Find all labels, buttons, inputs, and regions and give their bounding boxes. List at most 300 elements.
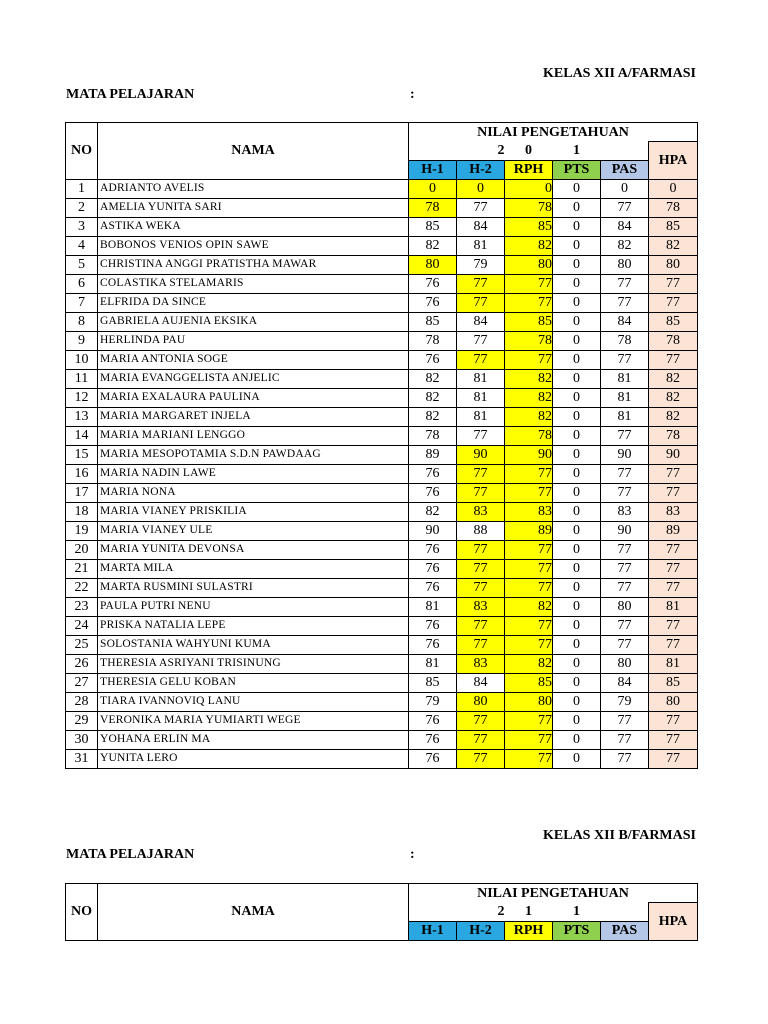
cell-nama: SOLOSTANIA WAHYUNI KUMA bbox=[98, 635, 409, 654]
cell-h1: 76 bbox=[409, 483, 457, 502]
cell-h2: 81 bbox=[457, 236, 505, 255]
class-title: KELAS XII A/FARMASI bbox=[543, 66, 696, 81]
cell-h1: 81 bbox=[409, 597, 457, 616]
header-h1: H-1 bbox=[409, 921, 457, 940]
cell-no: 8 bbox=[66, 312, 98, 331]
cell-pts: 0 bbox=[553, 407, 601, 426]
cell-h2: 83 bbox=[457, 502, 505, 521]
cell-hpa: 85 bbox=[649, 673, 698, 692]
cell-pts: 0 bbox=[553, 388, 601, 407]
cell-no: 24 bbox=[66, 616, 98, 635]
cell-h2: 84 bbox=[457, 673, 505, 692]
cell-h1: 78 bbox=[409, 198, 457, 217]
cell-h2: 79 bbox=[457, 255, 505, 274]
header-hpa: HPA bbox=[649, 142, 698, 180]
cell-no: 25 bbox=[66, 635, 98, 654]
cell-h2: 84 bbox=[457, 217, 505, 236]
table-row bbox=[66, 597, 698, 616]
cell-rph: 82 bbox=[505, 597, 553, 616]
cell-nama: BOBONOS VENIOS OPIN SAWE bbox=[98, 236, 409, 255]
cell-pts: 0 bbox=[553, 502, 601, 521]
cell-rph: 85 bbox=[505, 217, 553, 236]
cell-pts: 0 bbox=[553, 179, 601, 198]
table-row bbox=[66, 407, 698, 426]
header-rph: RPH bbox=[505, 921, 553, 940]
cell-h1: 76 bbox=[409, 464, 457, 483]
cell-h2: 77 bbox=[457, 711, 505, 730]
cell-h1: 82 bbox=[409, 502, 457, 521]
header-pas: PAS bbox=[601, 160, 649, 179]
cell-pas: 80 bbox=[601, 597, 649, 616]
cell-pas: 77 bbox=[601, 426, 649, 445]
cell-pas: 90 bbox=[601, 445, 649, 464]
cell-no: 9 bbox=[66, 331, 98, 350]
cell-nama: AMELIA YUNITA SARI bbox=[98, 198, 409, 217]
cell-pts: 0 bbox=[553, 597, 601, 616]
cell-hpa: 77 bbox=[649, 274, 698, 293]
cell-nama: MARIA EXALAURA PAULINA bbox=[98, 388, 409, 407]
cell-hpa: 81 bbox=[649, 597, 698, 616]
cell-rph: 78 bbox=[505, 331, 553, 350]
cell-rph: 77 bbox=[505, 350, 553, 369]
table-row bbox=[66, 369, 698, 388]
cell-h2: 81 bbox=[457, 369, 505, 388]
cell-nama: MARIA MESOPOTAMIA S.D.N PAWDAAG bbox=[98, 445, 409, 464]
table-row bbox=[66, 388, 698, 407]
cell-rph: 82 bbox=[505, 388, 553, 407]
cell-hpa: 77 bbox=[649, 559, 698, 578]
cell-pas: 81 bbox=[601, 388, 649, 407]
cell-h1: 82 bbox=[409, 236, 457, 255]
cell-h2: 83 bbox=[457, 597, 505, 616]
class-title: KELAS XII B/FARMASI bbox=[543, 828, 696, 843]
cell-hpa: 82 bbox=[649, 388, 698, 407]
cell-no: 12 bbox=[66, 388, 98, 407]
grades-table bbox=[65, 883, 698, 941]
cell-pas: 77 bbox=[601, 274, 649, 293]
cell-rph: 77 bbox=[505, 483, 553, 502]
header-pts: PTS bbox=[553, 160, 601, 179]
cell-h1: 76 bbox=[409, 730, 457, 749]
header-rph: RPH bbox=[505, 160, 553, 179]
cell-rph: 89 bbox=[505, 521, 553, 540]
cell-rph: 77 bbox=[505, 293, 553, 312]
cell-h1: 76 bbox=[409, 711, 457, 730]
table-row bbox=[66, 198, 698, 217]
cell-no: 20 bbox=[66, 540, 98, 559]
cell-nama: TIARA IVANNOVIQ LANU bbox=[98, 692, 409, 711]
cell-pas: 77 bbox=[601, 350, 649, 369]
cell-nama: PAULA PUTRI NENU bbox=[98, 597, 409, 616]
cell-h2: 0 bbox=[457, 179, 505, 198]
subject-label: MATA PELAJARAN bbox=[66, 87, 195, 102]
header-nilai-pengetahuan: NILAI PENGETAHUAN bbox=[409, 884, 698, 903]
cell-rph: 82 bbox=[505, 236, 553, 255]
cell-hpa: 77 bbox=[649, 749, 698, 768]
cell-pts: 0 bbox=[553, 331, 601, 350]
header-spacer bbox=[601, 903, 649, 922]
cell-h1: 85 bbox=[409, 673, 457, 692]
cell-hpa: 83 bbox=[649, 502, 698, 521]
cell-pas: 81 bbox=[601, 407, 649, 426]
cell-pas: 77 bbox=[601, 293, 649, 312]
cell-nama: ADRIANTO AVELIS bbox=[98, 179, 409, 198]
cell-pts: 0 bbox=[553, 654, 601, 673]
table-row bbox=[66, 692, 698, 711]
table-row bbox=[66, 426, 698, 445]
cell-h2: 77 bbox=[457, 578, 505, 597]
cell-h1: 80 bbox=[409, 255, 457, 274]
cell-hpa: 90 bbox=[649, 445, 698, 464]
table-row bbox=[66, 654, 698, 673]
header-year-digit: 2 bbox=[497, 143, 505, 158]
cell-h1: 81 bbox=[409, 654, 457, 673]
table-row bbox=[66, 559, 698, 578]
cell-nama: GABRIELA AUJENIA EKSIKA bbox=[98, 312, 409, 331]
cell-no: 22 bbox=[66, 578, 98, 597]
cell-hpa: 77 bbox=[649, 635, 698, 654]
header-year-digit: 2 bbox=[497, 904, 505, 919]
cell-h2: 77 bbox=[457, 483, 505, 502]
cell-rph: 83 bbox=[505, 502, 553, 521]
cell-pas: 90 bbox=[601, 521, 649, 540]
cell-hpa: 85 bbox=[649, 217, 698, 236]
cell-pas: 77 bbox=[601, 730, 649, 749]
cell-pas: 84 bbox=[601, 312, 649, 331]
cell-rph: 82 bbox=[505, 407, 553, 426]
cell-nama: ASTIKA WEKA bbox=[98, 217, 409, 236]
header-year-digit: 1 bbox=[573, 904, 580, 919]
header-h1: H-1 bbox=[409, 160, 457, 179]
cell-h1: 89 bbox=[409, 445, 457, 464]
cell-hpa: 80 bbox=[649, 692, 698, 711]
header-year-digit: 0 bbox=[525, 143, 532, 158]
cell-pts: 0 bbox=[553, 236, 601, 255]
cell-pts: 0 bbox=[553, 540, 601, 559]
cell-hpa: 82 bbox=[649, 236, 698, 255]
cell-hpa: 77 bbox=[649, 616, 698, 635]
cell-h1: 78 bbox=[409, 426, 457, 445]
cell-nama: MARIA VIANEY PRISKILIA bbox=[98, 502, 409, 521]
cell-h1: 76 bbox=[409, 635, 457, 654]
cell-hpa: 89 bbox=[649, 521, 698, 540]
cell-no: 13 bbox=[66, 407, 98, 426]
subject-colon: : bbox=[410, 847, 415, 862]
cell-h1: 79 bbox=[409, 692, 457, 711]
table-row bbox=[66, 255, 698, 274]
cell-rph: 77 bbox=[505, 730, 553, 749]
table-row bbox=[66, 502, 698, 521]
cell-pas: 77 bbox=[601, 559, 649, 578]
cell-nama: MARIA ANTONIA SOGE bbox=[98, 350, 409, 369]
cell-pts: 0 bbox=[553, 483, 601, 502]
cell-nama: MARIA NONA bbox=[98, 483, 409, 502]
cell-pts: 0 bbox=[553, 350, 601, 369]
cell-nama: ELFRIDA DA SINCE bbox=[98, 293, 409, 312]
table-row bbox=[66, 749, 698, 768]
cell-no: 3 bbox=[66, 217, 98, 236]
table-row bbox=[66, 521, 698, 540]
header-year-digit: 1 bbox=[525, 904, 532, 919]
table-row bbox=[66, 274, 698, 293]
cell-rph: 90 bbox=[505, 445, 553, 464]
cell-rph: 80 bbox=[505, 255, 553, 274]
cell-rph: 82 bbox=[505, 654, 553, 673]
cell-pts: 0 bbox=[553, 312, 601, 331]
cell-pas: 77 bbox=[601, 711, 649, 730]
cell-no: 15 bbox=[66, 445, 98, 464]
cell-nama: VERONIKA MARIA YUMIARTI WEGE bbox=[98, 711, 409, 730]
cell-rph: 77 bbox=[505, 711, 553, 730]
cell-pts: 0 bbox=[553, 445, 601, 464]
cell-no: 10 bbox=[66, 350, 98, 369]
cell-pas: 77 bbox=[601, 464, 649, 483]
cell-rph: 80 bbox=[505, 692, 553, 711]
header-year-digit: 1 bbox=[573, 143, 580, 158]
cell-nama: MARIA MARGARET INJELA bbox=[98, 407, 409, 426]
cell-h2: 77 bbox=[457, 350, 505, 369]
cell-h2: 83 bbox=[457, 654, 505, 673]
cell-h2: 81 bbox=[457, 388, 505, 407]
cell-nama: CHRISTINA ANGGI PRATISTHA MAWAR bbox=[98, 255, 409, 274]
table-row bbox=[66, 616, 698, 635]
cell-h1: 76 bbox=[409, 540, 457, 559]
cell-pas: 77 bbox=[601, 749, 649, 768]
table-row bbox=[66, 483, 698, 502]
cell-pas: 77 bbox=[601, 635, 649, 654]
cell-hpa: 77 bbox=[649, 578, 698, 597]
cell-no: 29 bbox=[66, 711, 98, 730]
table-row bbox=[66, 730, 698, 749]
cell-h1: 0 bbox=[409, 179, 457, 198]
cell-hpa: 77 bbox=[649, 540, 698, 559]
cell-pas: 79 bbox=[601, 692, 649, 711]
header-nilai-pengetahuan: NILAI PENGETAHUAN bbox=[409, 123, 698, 142]
cell-hpa: 82 bbox=[649, 369, 698, 388]
cell-no: 16 bbox=[66, 464, 98, 483]
cell-no: 19 bbox=[66, 521, 98, 540]
cell-h2: 88 bbox=[457, 521, 505, 540]
cell-h1: 82 bbox=[409, 369, 457, 388]
cell-h2: 77 bbox=[457, 616, 505, 635]
cell-rph: 82 bbox=[505, 369, 553, 388]
header-pas: PAS bbox=[601, 921, 649, 940]
cell-nama: MARIA YUNITA DEVONSA bbox=[98, 540, 409, 559]
cell-hpa: 77 bbox=[649, 483, 698, 502]
cell-pas: 80 bbox=[601, 255, 649, 274]
cell-h2: 77 bbox=[457, 293, 505, 312]
cell-no: 18 bbox=[66, 502, 98, 521]
cell-h1: 76 bbox=[409, 749, 457, 768]
cell-no: 14 bbox=[66, 426, 98, 445]
header-h2: H-2 bbox=[457, 921, 505, 940]
cell-nama: MARTA MILA bbox=[98, 559, 409, 578]
cell-nama: MARIA NADIN LAWE bbox=[98, 464, 409, 483]
cell-hpa: 82 bbox=[649, 407, 698, 426]
header-spacer bbox=[409, 142, 457, 161]
cell-no: 23 bbox=[66, 597, 98, 616]
cell-nama: PRISKA NATALIA LEPE bbox=[98, 616, 409, 635]
cell-pts: 0 bbox=[553, 198, 601, 217]
cell-pts: 0 bbox=[553, 578, 601, 597]
subject-colon: : bbox=[410, 87, 415, 102]
cell-no: 1 bbox=[66, 179, 98, 198]
cell-h1: 82 bbox=[409, 407, 457, 426]
cell-no: 4 bbox=[66, 236, 98, 255]
cell-hpa: 77 bbox=[649, 350, 698, 369]
cell-rph: 85 bbox=[505, 673, 553, 692]
cell-hpa: 85 bbox=[649, 312, 698, 331]
cell-pts: 0 bbox=[553, 692, 601, 711]
header-spacer bbox=[601, 142, 649, 161]
cell-nama: MARIA EVANGGELISTA ANJELIC bbox=[98, 369, 409, 388]
cell-h2: 77 bbox=[457, 274, 505, 293]
cell-pts: 0 bbox=[553, 293, 601, 312]
cell-rph: 77 bbox=[505, 616, 553, 635]
cell-pts: 0 bbox=[553, 255, 601, 274]
cell-nama: HERLINDA PAU bbox=[98, 331, 409, 350]
cell-pas: 77 bbox=[601, 578, 649, 597]
cell-hpa: 80 bbox=[649, 255, 698, 274]
cell-nama: YOHANA ERLIN MA bbox=[98, 730, 409, 749]
cell-h1: 76 bbox=[409, 616, 457, 635]
table-row bbox=[66, 540, 698, 559]
cell-rph: 77 bbox=[505, 274, 553, 293]
cell-pas: 77 bbox=[601, 540, 649, 559]
cell-no: 30 bbox=[66, 730, 98, 749]
cell-h1: 76 bbox=[409, 274, 457, 293]
cell-pas: 77 bbox=[601, 483, 649, 502]
cell-h1: 85 bbox=[409, 217, 457, 236]
cell-pas: 0 bbox=[601, 179, 649, 198]
header-pts: PTS bbox=[553, 921, 601, 940]
cell-pas: 84 bbox=[601, 673, 649, 692]
cell-no: 27 bbox=[66, 673, 98, 692]
cell-hpa: 78 bbox=[649, 198, 698, 217]
cell-rph: 77 bbox=[505, 559, 553, 578]
cell-pas: 84 bbox=[601, 217, 649, 236]
cell-pts: 0 bbox=[553, 274, 601, 293]
cell-h2: 77 bbox=[457, 198, 505, 217]
cell-no: 11 bbox=[66, 369, 98, 388]
grades-table bbox=[65, 122, 698, 769]
cell-rph: 78 bbox=[505, 198, 553, 217]
cell-pts: 0 bbox=[553, 730, 601, 749]
cell-h1: 76 bbox=[409, 350, 457, 369]
cell-no: 7 bbox=[66, 293, 98, 312]
table-row bbox=[66, 635, 698, 654]
table-row bbox=[66, 350, 698, 369]
header-nama: NAMA bbox=[98, 884, 409, 941]
cell-rph: 85 bbox=[505, 312, 553, 331]
cell-h2: 77 bbox=[457, 426, 505, 445]
cell-hpa: 78 bbox=[649, 331, 698, 350]
table-row bbox=[66, 331, 698, 350]
table-row bbox=[66, 236, 698, 255]
cell-rph: 77 bbox=[505, 464, 553, 483]
cell-no: 26 bbox=[66, 654, 98, 673]
cell-pts: 0 bbox=[553, 521, 601, 540]
table-row bbox=[66, 293, 698, 312]
cell-pts: 0 bbox=[553, 673, 601, 692]
header-nama: NAMA bbox=[98, 123, 409, 180]
cell-nama: MARIA VIANEY ULE bbox=[98, 521, 409, 540]
cell-pas: 77 bbox=[601, 198, 649, 217]
cell-hpa: 77 bbox=[649, 464, 698, 483]
cell-h2: 77 bbox=[457, 559, 505, 578]
table-row bbox=[66, 578, 698, 597]
cell-h1: 76 bbox=[409, 559, 457, 578]
cell-pts: 0 bbox=[553, 426, 601, 445]
cell-no: 2 bbox=[66, 198, 98, 217]
table-row bbox=[66, 217, 698, 236]
cell-h2: 77 bbox=[457, 749, 505, 768]
cell-rph: 78 bbox=[505, 426, 553, 445]
cell-h2: 77 bbox=[457, 730, 505, 749]
cell-pas: 83 bbox=[601, 502, 649, 521]
cell-no: 21 bbox=[66, 559, 98, 578]
cell-pts: 0 bbox=[553, 616, 601, 635]
cell-pts: 0 bbox=[553, 635, 601, 654]
cell-h2: 77 bbox=[457, 635, 505, 654]
cell-pts: 0 bbox=[553, 369, 601, 388]
cell-no: 6 bbox=[66, 274, 98, 293]
cell-h1: 90 bbox=[409, 521, 457, 540]
table-row bbox=[66, 711, 698, 730]
cell-nama: YUNITA LERO bbox=[98, 749, 409, 768]
cell-h2: 81 bbox=[457, 407, 505, 426]
cell-nama: COLASTIKA STELAMARIS bbox=[98, 274, 409, 293]
cell-h1: 76 bbox=[409, 293, 457, 312]
cell-hpa: 77 bbox=[649, 293, 698, 312]
cell-h1: 85 bbox=[409, 312, 457, 331]
header-no: NO bbox=[66, 123, 98, 180]
cell-h1: 76 bbox=[409, 578, 457, 597]
cell-no: 17 bbox=[66, 483, 98, 502]
cell-pts: 0 bbox=[553, 464, 601, 483]
header-spacer bbox=[409, 903, 457, 922]
cell-hpa: 77 bbox=[649, 730, 698, 749]
table-row bbox=[66, 673, 698, 692]
cell-nama: THERESIA GELU KOBAN bbox=[98, 673, 409, 692]
cell-h2: 77 bbox=[457, 540, 505, 559]
header-hpa: HPA bbox=[649, 903, 698, 941]
cell-h2: 77 bbox=[457, 464, 505, 483]
cell-h2: 90 bbox=[457, 445, 505, 464]
cell-pts: 0 bbox=[553, 749, 601, 768]
table-row bbox=[66, 464, 698, 483]
cell-pts: 0 bbox=[553, 711, 601, 730]
cell-pas: 80 bbox=[601, 654, 649, 673]
table-row bbox=[66, 179, 698, 198]
cell-hpa: 77 bbox=[649, 711, 698, 730]
cell-h1: 78 bbox=[409, 331, 457, 350]
subject-label: MATA PELAJARAN bbox=[66, 847, 195, 862]
cell-pas: 81 bbox=[601, 369, 649, 388]
header-no: NO bbox=[66, 884, 98, 941]
cell-pas: 77 bbox=[601, 616, 649, 635]
cell-pts: 0 bbox=[553, 559, 601, 578]
table-row bbox=[66, 312, 698, 331]
cell-hpa: 78 bbox=[649, 426, 698, 445]
table-row bbox=[66, 445, 698, 464]
cell-h2: 84 bbox=[457, 312, 505, 331]
cell-no: 28 bbox=[66, 692, 98, 711]
header-h2: H-2 bbox=[457, 160, 505, 179]
cell-no: 5 bbox=[66, 255, 98, 274]
cell-pts: 0 bbox=[553, 217, 601, 236]
cell-h1: 82 bbox=[409, 388, 457, 407]
